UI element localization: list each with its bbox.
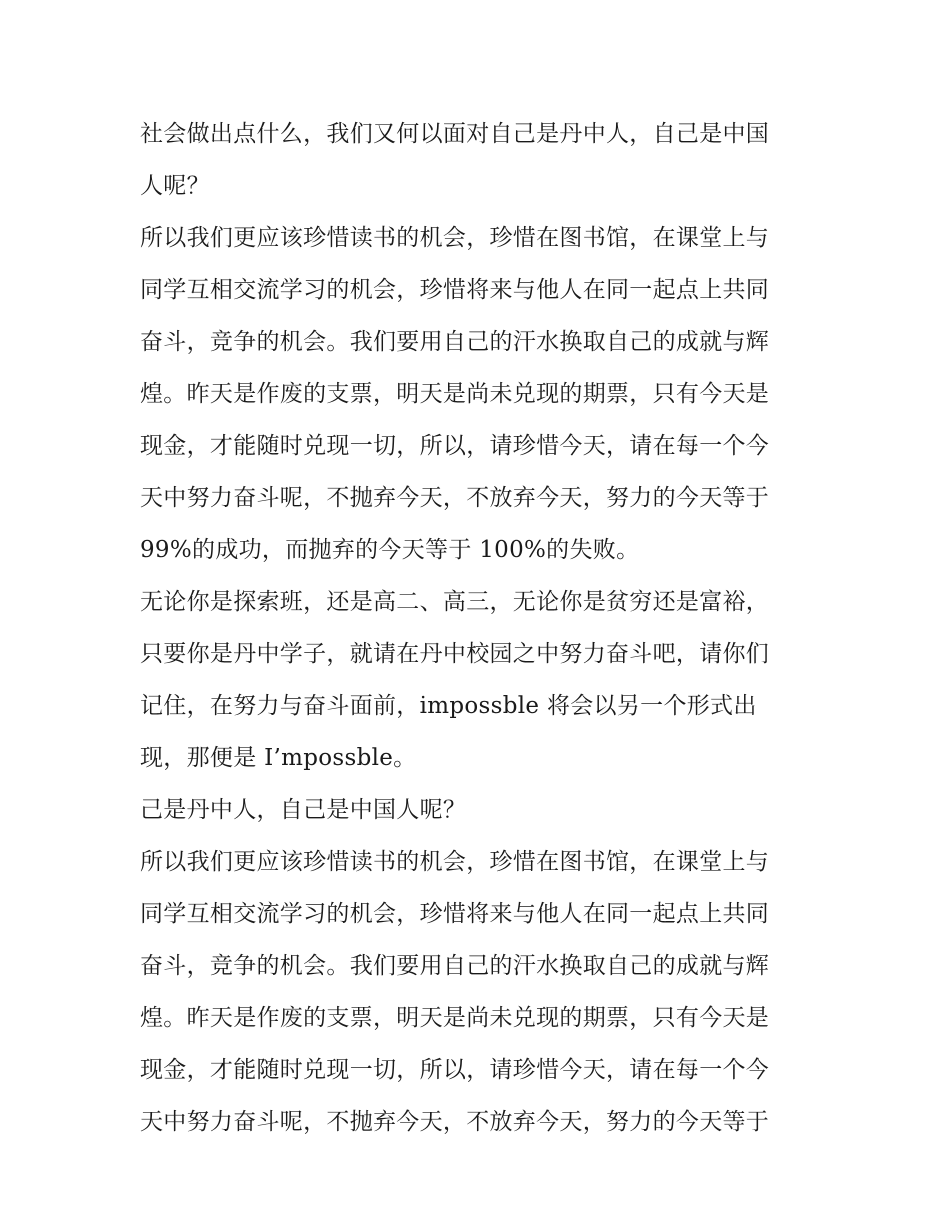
text-line: 只要你是丹中学子，就请在丹中校园之中努力奋斗吧，请你们 — [140, 641, 770, 667]
text-line: 99%的成功，而抛弃的今天等于 100%的失败。 — [140, 537, 640, 563]
body-text — [140, 108, 820, 1148]
text-line: 记住，在努力与奋斗面前，impossble 将会以另一个形式出 — [140, 693, 757, 719]
text-line: 所以我们更应该珍惜读书的机会，珍惜在图书馆，在课堂上与 — [140, 849, 770, 875]
text-line: 现金，才能随时兑现一切，所以，请珍惜今天，请在每一个今 — [140, 433, 770, 459]
text-line: 社会做出点什么，我们又何以面对自己是丹中人，自己是中国 — [140, 121, 770, 147]
text-line: 无论你是探索班，还是高二、高三，无论你是贫穷还是富裕， — [140, 589, 770, 615]
text-line: 人呢？ — [140, 173, 210, 199]
text-line: 同学互相交流学习的机会，珍惜将来与他人在同一起点上共同 — [140, 901, 770, 927]
text-line: 煌。昨天是作废的支票，明天是尚未兑现的期票，只有今天是 — [140, 381, 770, 407]
text-line: 所以我们更应该珍惜读书的机会，珍惜在图书馆，在课堂上与 — [140, 225, 770, 251]
text-line: 己是丹中人，自己是中国人呢？ — [140, 797, 467, 823]
text-line: 奋斗，竞争的机会。我们要用自己的汗水换取自己的成就与辉 — [140, 953, 770, 979]
text-line: 天中努力奋斗呢，不抛弃今天，不放弃今天，努力的今天等于 — [140, 1109, 770, 1135]
text-line: 同学互相交流学习的机会，珍惜将来与他人在同一起点上共同 — [140, 277, 770, 303]
text-line: 天中努力奋斗呢，不抛弃今天，不放弃今天，努力的今天等于 — [140, 485, 770, 511]
text-line: 奋斗，竞争的机会。我们要用自己的汗水换取自己的成就与辉 — [140, 329, 770, 355]
text-line: 现金，才能随时兑现一切，所以，请珍惜今天，请在每一个今 — [140, 1057, 770, 1083]
text-line: 煌。昨天是作废的支票，明天是尚未兑现的期票，只有今天是 — [140, 1005, 770, 1031]
text-line: 现，那便是 I’mpossble。 — [140, 745, 417, 771]
